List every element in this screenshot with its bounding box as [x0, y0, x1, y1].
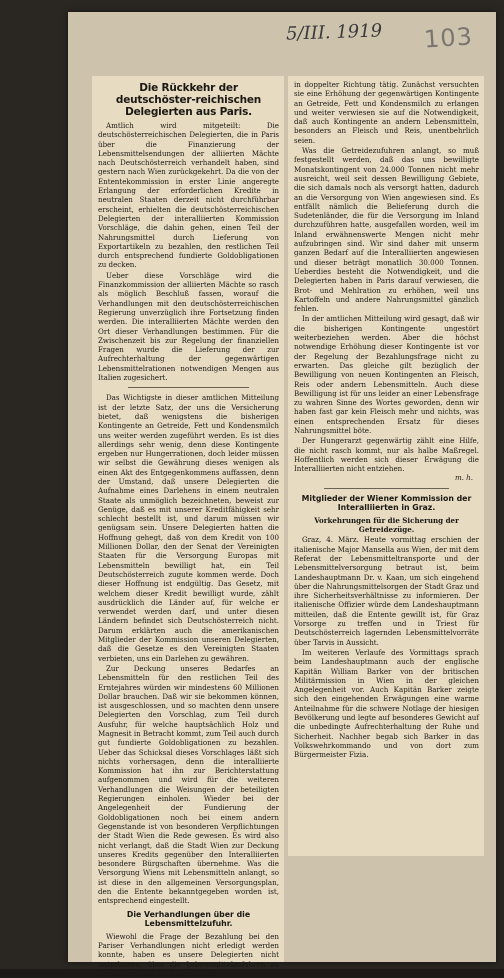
article-paragraph: Graz, 4. März. Heute vormittag erschien der italienische Major Mansella aus Wien, der mit dem Referat der Lebensmitteltransporte und der Lebensmittelversorgung betraut ist, beim Landeshauptmann Dr. v. Kaan, um sich eingehend über die Nahrungsmittelsorgen der Stadt Graz und ihre Sicherheitsverhältnisse zu informieren. Der italienische Offizier würde dem Landeshauptmann mitteilen, daß die Entente gewillt ist, für Graz Vorsorge zu treffen und in Triest für Deutschösterreich lagernden Lebensmittelvorräte über Tarvis in Aussicht.	[294, 535, 479, 647]
article-paragraph: In der amtlichen Mitteilung wird gesagt, daß wir die bisherigen Kontingente ungestört weiterbeziehen werden. Aber die höchst notwendige Erhöhung dieser Kontingente ist vor der Regelung der Bezahlungsfrage nicht zu erwarten. Das gleiche gilt bezüglich der Bewilligung von neuen Kontingenten an Fleisch, Reis oder andern Lebensmitteln. Auch diese Bewilligung ist für uns leider an einer Lebensfrage zu wahren Sinne des Wortes geworden, denn wir haben fast gar kein Fleisch mehr und nichts, was einen entsprechenden Ersatz für dieses Nahrungsmittel böte.	[294, 314, 479, 435]
article-paragraph: Amtlich wird mitgeteilt: Die deutschösterreichischen Delegierten, die in Paris über die Finanzierung der Lebensmittelsendungen der alliierten Mächte nach Deutschösterreich verhandelt haben, sind gestern nach Wien zurückgekehrt. Da die von der Ententekommission in erster Linie angeregte Erlangung der erforderlichen Kredite in neutralen Staaten derzeit nicht durchführbar erscheint, erhielten die deutschösterreichischen Delegierten der interalliierten Kommission Vorschläge, die dahin gehen, einen Teil der Nahrungsmittel durch Lieferung von Exportartikeln zu bezahlen, den restlichen Teil durch entsprechend fundierte Goldobligationen zu decken.	[98, 121, 279, 270]
article-signature: m. h.	[454, 473, 473, 483]
article-paragraph: Ueber diese Vorschläge wird die Finanzkommission der alliierten Mächte so rasch als möglich Beschluß fassen, worauf die Verhandlungen mit den deutschösterreichischen Regierung unverzüglich ihre Fortsetzung finden werden. Die interalliierten Mächte werden den Ort dieser Verhandlungen bestimmen. Für die Zwischenzeit bis zur Regelung der finanziellen Fragen wurde die Lieferung der zur Aufrechterhaltung der gegenwärtigen Lebensmittelrationen notwendigen Mengen aus Italien zugesichert.	[98, 270, 279, 383]
article-paragraph: Wiewohl die Frage der Bezahlung bei den Pariser Verhandlungen nicht erledigt werden konnte, haben es unsere Delegierten nicht unterlassen, über die Lebensmittelzufuhren zu verhandeln und sie waren hiebei	[98, 931, 279, 978]
article-paragraph: Das Wichtigste in dieser amtlichen Mitteilung ist der letzte Satz, der uns die Versicherung bietet, daß wenigstens die bisherigen Kontingente an Getreide, Fett und Kondensmilch uns weiter werden zugeführt werden. Es ist dies allerdings sehr wenig, denn diese Kontingente ergeben nur Hungerrationen, doch leider müssen wir selbst die Gewährung dieses wenigen als einen Akt des Entgegenkommens auffassen, denn der Umstand, daß unsere Delegierten die Aufnahme eines Darlehens in einem neutralen Staate als unmöglich bezeichneten, beweist zur Genüge, daß es mit unserer Kreditfähigkeit sehr schlecht bestellt ist, und darum müssen wir genügsam sein. Unsere Delegierten hatten die Hoffnung gehegt, daß von dem Kredit von 100 Millionen Dollar, den der Senat der Vereinigten Staaten für die Versorgung Europas mit Lebensmitteln bewilligt hat, ein Teil Deutschösterreich zugute kommen werde. Doch dieser Hoffnung ist endgültig. Das Gesetz, mit welchem dieser Kredit bewilligt wurde, zählt ausdrücklich die Länder auf, für welche er verwendet werden darf, und unter diesen Ländern befindet sich Deutschösterreich nicht. Darum erklärten auch die amerikanischen Mitglieder der Kommission unseren Delegierten, daß die Gesetze es den Vereinigten Staaten verbieten, uns ein Darlehen zu gewähren.	[98, 393, 279, 663]
newspaper-clipping-left	[92, 76, 284, 978]
section-subhead: Die Verhandlungen über die Lebensmittelzufuhr.	[126, 909, 251, 929]
article-paragraph: Der Hungerarzt gegenwärtig zählt eine Hilfe, die nicht rasch kommt, nur als halbe Maßregel. Hoffentlich werden sich dieser Erwägung die Interalliierten nicht entziehen.	[294, 436, 479, 474]
article-paragraph: Was die Getreidezufuhren anlangt, so muß festgestellt werden, daß das uns bewilligte Monatskontingent von 24.000 Tonnen nicht mehr ausreicht, weil seit dessen Bewilligung Gebiete, die sich damals noch als versorgt hatten, dadurch an die Versorgung von Wien angewiesen sind. Es entfällt nämlich die Belieferung durch die Sudetenländer, die für die Versorgung im Inland durchzuführen hatte, ausgefallen worden, weil im Inland erwähnenswerte Mengen nicht mehr aufzubringen sind. Wir sind daher mit unserm ganzen Bedarf auf die Interalliierten angewiesen und dieser beträgt monatlich 30.000 Tonnen. Ueberdies besteht die Notwendigkeit, und die Delegierten haben in Paris darauf verwiesen, die Brot- und Mehlration zu erhöhen, weil uns Kartoffeln und andere Nahrungsmittel gänzlich fehlen.	[294, 146, 479, 314]
article-headline-graz: Mitglieder der Wiener Kommission der Interalliierten in Graz.	[301, 493, 472, 513]
handwritten-date: 5/III. 1919	[285, 20, 383, 45]
newspaper-clipping-right	[288, 76, 484, 856]
section-divider	[128, 387, 249, 388]
article-headline: Die Rückkehr der deutschöster-reichischen Delegierten aus Paris.	[115, 82, 262, 118]
right-text-column	[294, 80, 479, 852]
archive-number: 103	[423, 22, 474, 54]
article-paragraph: Im weiteren Verlaufe des Vormittags sprach beim Landeshauptmann auch der englische Kapitän William Barker von der britischen Militärmission in Wien in der gleichen Angelegenheit vor. Auch Kapitän Barker zeigte sich den eingehenden Erwägungen eine warme Anteilnahme für die schwere Notlage der hiesigen Bevölkerung und legte auf besonderes Gewicht auf die unbedingte Aufrechterhaltung der Ruhe und Sicherheit. Nachher begab sich Barker in das Volkswehrkommando und von dort zum Bürgermeister Fizia.	[294, 647, 479, 760]
article-paragraph: in doppelter Richtung tätig. Zunächst versuchten sie eine Erhöhung der gegenwärtigen Kontingente an Getreide, Fett und Kondensmilch zu erlangen und weiter verwiesen sie auf die Notwendigkeit, daß auch Kontingente an andern Lebensmitteln, besonders an Fleisch und Reis, unentbehrlich seien.	[294, 80, 479, 145]
section-divider	[324, 488, 449, 489]
article-paragraph: Zur Deckung unseres Bedarfes an Lebensmitteln für den restlichen Teil des Erntejahres würden wir mindestens 60 Millionen Dollar brauchen. Daß wir sie bekommen können, ist ausgeschlossen, und so machten denn unsere Delegierten den Vorschlag, zum Teil durch Ausfuhr, für welche hauptsächlich Holz und Magnesit in Betracht kommt, zum Teil auch durch gut fundierte Goldobligationen zu bezahlen. Ueber das Schicksal dieses Vorschlages läßt sich nichts vorhersagen, denn die interalliierte Kommission hat ihn zur Berichterstattung aufgenommen und wird für die weiteren Verhandlungen die Weisungen der beteiligten Regierungen einholen. Wieder bei der Angelegenheit der Fundierung der Goldobligationen noch bei einem andern Gegenstande ist von besonderen Verpflichtungen der Stadt Wien die Rede gewesen. Es wird also nicht verlangt, daß die Stadt Wien zur Deckung unseres Kredits gegenüber den Interalliierten besondere Bürgschaften übernehme. Was die Versorgung Wiens mit Lebensmitteln anlangt, so ist diese in den allgemeinen Versorgungsplan, den die Entente bekanntgegeben worden ist, entsprechend eingestellt.	[98, 663, 279, 906]
article-subtitle: Vorkehrungen für die Sicherung der Getreidezüge.	[314, 515, 459, 535]
left-text-column	[98, 80, 279, 978]
